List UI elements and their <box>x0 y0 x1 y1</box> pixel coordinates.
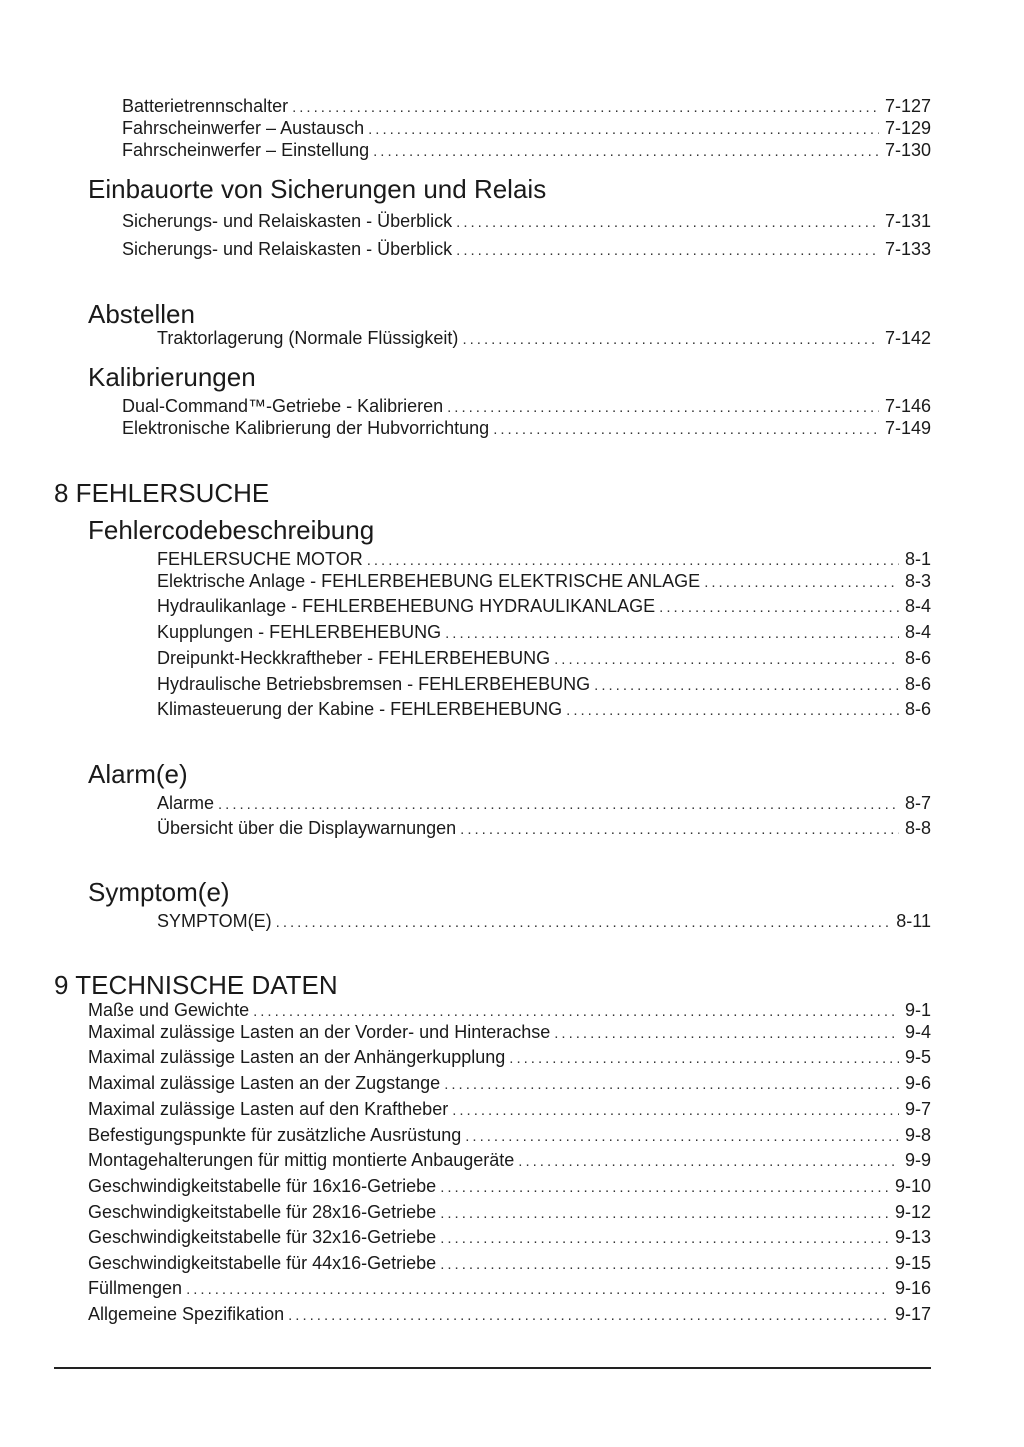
toc-entry-label: Fahrscheinwerfer – Einstellung <box>122 140 370 160</box>
toc-entry-page: 9-8 <box>904 1125 931 1145</box>
toc-entry-label: Montagehalterungen für mittig montierte Anbaugeräte <box>88 1150 515 1170</box>
toc-entry-label: Sicherungs- und Relaiskasten - Überblick <box>122 239 453 259</box>
dot-leader <box>444 1074 899 1096</box>
toc-entry-page: 9-16 <box>894 1278 931 1298</box>
toc-entry[interactable] <box>122 95 931 119</box>
toc-entry-page: 8-6 <box>904 648 931 668</box>
dot-leader <box>518 1151 899 1173</box>
dot-leader <box>462 329 879 351</box>
toc-entry[interactable] <box>122 210 931 234</box>
toc-entry[interactable] <box>157 647 931 671</box>
dot-leader <box>447 397 879 419</box>
toc-entry-label: Fahrscheinwerfer – Austausch <box>122 118 365 138</box>
toc-entry-page: 9-6 <box>904 1073 931 1093</box>
chapter-heading-9: 9 TECHNISCHE DATEN <box>54 970 338 1000</box>
dot-leader <box>276 912 891 934</box>
toc-entry-label: Maße und Gewichte <box>88 1000 250 1020</box>
dot-leader <box>594 675 899 697</box>
toc-entry[interactable] <box>88 1252 931 1276</box>
toc-entry-label: Traktorlagerung (Normale Flüssigkeit) <box>157 328 459 348</box>
toc-entry-label: Dual-Command™-Getriebe - Kalibrieren <box>122 396 444 416</box>
toc-entry-label: Geschwindigkeitstabelle für 28x16-Getriebe <box>88 1202 437 1222</box>
dot-leader <box>186 1279 889 1301</box>
toc-entry[interactable] <box>122 395 931 419</box>
toc-entry[interactable] <box>88 1046 931 1070</box>
toc-entry-page: 9-5 <box>904 1047 931 1067</box>
toc-entry-label: Geschwindigkeitstabelle für 16x16-Getriebe <box>88 1176 437 1196</box>
toc-entry-page: 7-131 <box>884 211 931 231</box>
toc-entry-label: Maximal zulässige Lasten an der Vorder- und Hinterachse <box>88 1022 551 1042</box>
toc-entry[interactable] <box>88 1226 931 1250</box>
toc-entry-page: 7-129 <box>884 118 931 138</box>
toc-entry-label: Elektrische Anlage - FEHLERBEHEBUNG ELEKTRISCHE ANLAGE <box>157 571 701 591</box>
toc-entry-label: Füllmengen <box>88 1278 183 1298</box>
toc-entry[interactable] <box>157 910 931 934</box>
toc-entry-page: 8-6 <box>904 699 931 719</box>
toc-entry[interactable] <box>157 595 931 619</box>
toc-entry-page: 8-11 <box>896 911 931 931</box>
toc-entry-page: 7-146 <box>884 396 931 416</box>
dot-leader <box>452 1100 899 1122</box>
toc-entry-label: Alarme <box>157 793 215 813</box>
toc-entry[interactable] <box>157 621 931 645</box>
dot-leader <box>440 1254 889 1276</box>
dot-leader <box>218 794 899 816</box>
toc-entry-page: 8-4 <box>904 596 931 616</box>
toc-entry[interactable] <box>122 139 931 163</box>
toc-entry-page: 8-1 <box>904 549 931 569</box>
toc-entry-label: FEHLERSUCHE MOTOR <box>157 549 363 569</box>
toc-entry[interactable] <box>157 327 931 351</box>
toc-entry-page: 9-13 <box>894 1227 931 1247</box>
toc-entry-label: Maximal zulässige Lasten auf den Kraftheber <box>88 1099 449 1119</box>
toc-entry[interactable] <box>157 817 931 841</box>
toc-entry[interactable] <box>88 1175 931 1199</box>
toc-entry[interactable] <box>157 673 931 697</box>
toc-entry-page: 8-7 <box>904 793 931 813</box>
toc-entry-page: 9-4 <box>904 1022 931 1042</box>
section-heading-abstellen: Abstellen <box>88 299 195 329</box>
section-heading-fehlercode: Fehlercodebeschreibung <box>88 515 375 545</box>
toc-entry-page: 9-9 <box>904 1150 931 1170</box>
dot-leader <box>292 97 879 119</box>
toc-entry-page: 9-7 <box>904 1099 931 1119</box>
dot-leader <box>440 1228 889 1250</box>
section-heading-alarm: Alarm(e) <box>88 759 188 789</box>
dot-leader <box>373 141 879 163</box>
toc-entry[interactable] <box>88 1124 931 1148</box>
toc-entry[interactable] <box>157 570 931 594</box>
toc-entry-page: 8-6 <box>904 674 931 694</box>
section-heading-symptom: Symptom(e) <box>88 877 230 907</box>
dot-leader <box>440 1177 889 1199</box>
chapter-heading-8: 8 FEHLERSUCHE <box>54 478 270 508</box>
dot-leader <box>367 550 899 572</box>
toc-entry[interactable] <box>157 698 931 722</box>
toc-entry[interactable] <box>88 1098 931 1122</box>
toc-entry[interactable] <box>88 1303 931 1327</box>
footer-rule <box>54 1367 931 1369</box>
dot-leader <box>440 1203 889 1225</box>
toc-entry-label: Kupplungen - FEHLERBEHEBUNG <box>157 622 442 642</box>
toc-entry-label: Maximal zulässige Lasten an der Anhängerkupplung <box>88 1047 506 1067</box>
toc-entry-label: Dreipunkt-Heckkraftheber - FEHLERBEHEBUNG <box>157 648 551 668</box>
toc-entry[interactable] <box>88 1021 931 1045</box>
dot-leader <box>460 819 899 841</box>
section-heading-kalibrierungen: Kalibrierungen <box>88 362 256 392</box>
toc-entry-page: 9-15 <box>894 1253 931 1273</box>
toc-entry[interactable] <box>157 548 931 572</box>
toc-entry-page: 8-4 <box>904 622 931 642</box>
toc-entry-label: Hydraulikanlage - FEHLERBEHEBUNG HYDRAULIKANLAGE <box>157 596 656 616</box>
dot-leader <box>456 240 879 262</box>
toc-entry[interactable] <box>88 1149 931 1173</box>
toc-entry-label: Batterietrennschalter <box>122 96 289 116</box>
toc-entry-label: Sicherungs- und Relaiskasten - Überblick <box>122 211 453 231</box>
toc-entry[interactable] <box>122 417 931 441</box>
dot-leader <box>456 212 879 234</box>
toc-entry-page: 7-127 <box>884 96 931 116</box>
toc-entry-page: 8-3 <box>904 571 931 591</box>
toc-entry-page: 8-8 <box>904 818 931 838</box>
dot-leader <box>704 572 899 594</box>
toc-entry[interactable] <box>122 117 931 141</box>
toc-entry-page: 9-12 <box>894 1202 931 1222</box>
toc-entry[interactable] <box>88 1277 931 1301</box>
toc-entry[interactable] <box>88 1072 931 1096</box>
dot-leader <box>659 597 899 619</box>
dot-leader <box>554 649 899 671</box>
toc-entry-label: Befestigungspunkte für zusätzliche Ausrüstung <box>88 1125 462 1145</box>
toc-entry-label: SYMPTOM(E) <box>157 911 272 931</box>
toc-entry[interactable] <box>88 999 931 1023</box>
dot-leader <box>554 1023 899 1045</box>
toc-entry-label: Klimasteuerung der Kabine - FEHLERBEHEBUNG <box>157 699 563 719</box>
toc-entry-page: 9-1 <box>904 1000 931 1020</box>
dot-leader <box>465 1126 899 1148</box>
toc-entry-label: Allgemeine Spezifikation <box>88 1304 285 1324</box>
toc-entry-page: 7-142 <box>884 328 931 348</box>
dot-leader <box>368 119 879 141</box>
toc-entry-page: 7-133 <box>884 239 931 259</box>
toc-entry-page: 9-17 <box>894 1304 931 1324</box>
toc-entry-label: Elektronische Kalibrierung der Hubvorrichtung <box>122 418 490 438</box>
toc-entry-label: Hydraulische Betriebsbremsen - FEHLERBEHEBUNG <box>157 674 591 694</box>
toc-entry[interactable] <box>122 238 931 262</box>
toc-entry-page: 7-149 <box>884 418 931 438</box>
toc-entry-label: Geschwindigkeitstabelle für 32x16-Getriebe <box>88 1227 437 1247</box>
dot-leader <box>445 623 899 645</box>
dot-leader <box>566 700 899 722</box>
dot-leader <box>493 419 879 441</box>
dot-leader <box>509 1048 899 1070</box>
section-heading-sicherungen: Einbauorte von Sicherungen und Relais <box>88 174 547 204</box>
toc-entry-label: Maximal zulässige Lasten an der Zugstange <box>88 1073 441 1093</box>
toc-entry-label: Geschwindigkeitstabelle für 44x16-Getriebe <box>88 1253 437 1273</box>
toc-entry[interactable] <box>88 1201 931 1225</box>
toc-entry[interactable] <box>157 792 931 816</box>
dot-leader <box>253 1001 899 1023</box>
toc-entry-label: Übersicht über die Displaywarnungen <box>157 818 457 838</box>
toc-entry-page: 7-130 <box>884 140 931 160</box>
dot-leader <box>288 1305 889 1327</box>
toc-entry-page: 9-10 <box>894 1176 931 1196</box>
